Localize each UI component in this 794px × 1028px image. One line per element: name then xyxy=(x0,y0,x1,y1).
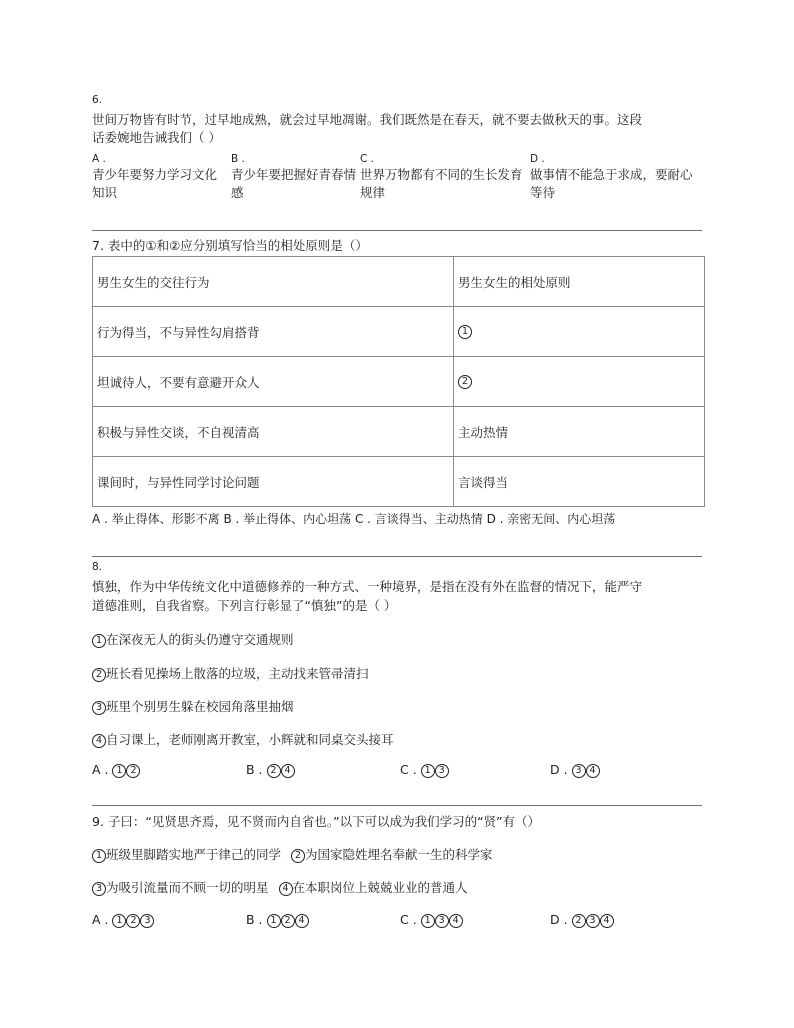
option-label: A . xyxy=(92,153,106,165)
table-cell: 男生女生的相处原则 xyxy=(454,257,705,307)
table-cell: 坦诚待人，不要有意避开众人 xyxy=(93,357,454,407)
circled-number: 4 xyxy=(92,734,106,748)
option-label: B . xyxy=(246,762,263,777)
circled-number: 1 xyxy=(112,914,126,928)
option-label: C . xyxy=(400,912,417,927)
option-label: C . xyxy=(360,153,375,165)
table-cell xyxy=(454,307,705,357)
q9-items-row-2 xyxy=(92,878,468,896)
circled-number: 3 xyxy=(140,914,154,928)
circled-number: 2 xyxy=(92,668,106,682)
q8-option-a[interactable] xyxy=(92,762,140,778)
circled-number: 3 xyxy=(92,701,106,715)
circled-number: 2 xyxy=(291,849,305,863)
table-cell xyxy=(454,357,705,407)
option-text: 青少年要努力学习文化知识 xyxy=(92,167,218,200)
circled-number: 1 xyxy=(421,914,435,928)
table-cell: 言谈得当 xyxy=(454,457,705,507)
circled-number: 4 xyxy=(295,914,309,928)
circled-number: 4 xyxy=(586,764,600,778)
table-row xyxy=(93,307,705,357)
circled-number: 4 xyxy=(281,764,295,778)
option-label: B . xyxy=(246,912,263,927)
item-text: 自习课上，老师刚离开教室，小辉就和同桌交头接耳 xyxy=(106,732,394,747)
q8-number: 8. xyxy=(92,561,103,573)
option-label: D . xyxy=(530,153,545,165)
q7-stem: 7. 表中的①和②应分别填写恰当的相处原则是（） xyxy=(92,238,368,253)
circled-number: 2 xyxy=(281,914,295,928)
table-cell: 课间时，与异性同学讨论问题 xyxy=(93,457,454,507)
divider xyxy=(92,805,702,806)
table-cell: 积极与异性交谈，不自视清高 xyxy=(93,407,454,457)
item-text: 在本职岗位上兢兢业业的普通人 xyxy=(292,880,468,895)
option-label: B . xyxy=(231,153,245,165)
option-text: 青少年要把握好青春情感 xyxy=(231,167,357,200)
item-text: 班长看见操场上散落的垃圾，主动找来管帚清扫 xyxy=(106,666,369,681)
circled-number: 3 xyxy=(435,914,449,928)
table-row xyxy=(93,407,705,457)
q6-number: 6. xyxy=(92,94,103,106)
circled-number: 1 xyxy=(92,634,106,648)
circled-number: 2 xyxy=(267,764,281,778)
q6-stem-line2: 话委婉地告诫我们（ ） xyxy=(92,130,221,145)
q6-option-a[interactable] xyxy=(92,152,222,202)
q8-stem-line2: 道德准则，自我省察。下列言行彰显了“慎独”的是（ ） xyxy=(92,598,397,613)
item-text: 班级里脚踏实地严于律己的同学 xyxy=(106,847,282,862)
circled-number: 3 xyxy=(92,882,106,896)
option-label: A . xyxy=(92,762,109,777)
circled-number: 1 xyxy=(421,764,435,778)
circled-number: 2 xyxy=(458,375,472,389)
table-row xyxy=(93,457,705,507)
q8-item-4 xyxy=(92,730,394,748)
circled-number: 1 xyxy=(112,764,126,778)
circled-number: 2 xyxy=(572,914,586,928)
option-label: D . xyxy=(550,762,568,777)
option-label: D . xyxy=(550,912,568,927)
item-text: 为国家隐姓埋名奉献一生的科学家 xyxy=(305,847,493,862)
table-row xyxy=(93,357,705,407)
q6-stem-line1: 世间万物皆有时节，过早地成熟，就会过早地凋谢。我们既然是在春天，就不要去做秋天的事。这段 xyxy=(92,112,643,127)
circled-number: 1 xyxy=(92,849,106,863)
q7-options[interactable]: A . 举止得体、形影不离 B . 举止得体、内心坦荡 C . 言谈得当、主动热情 D . 亲密无间、内心坦荡 xyxy=(92,512,616,526)
item-text: 为吸引流量而不顾一切的明星 xyxy=(106,880,269,895)
circled-number: 4 xyxy=(279,882,293,896)
circled-number: 2 xyxy=(126,764,140,778)
q8-item-3 xyxy=(92,697,294,715)
q8-item-2 xyxy=(92,664,369,682)
q9-items-row-1 xyxy=(92,845,493,863)
q9-stem: 9. 子曰：“见贤思齐焉，见不贤而内自省也。”以下可以成为我们学习的“贤”有（） xyxy=(92,814,541,829)
option-text: 做事情不能急于求成，要耐心等待 xyxy=(530,167,693,200)
q6-option-b[interactable] xyxy=(231,152,357,202)
circled-number: 2 xyxy=(126,914,140,928)
divider xyxy=(92,556,702,557)
circled-number: 3 xyxy=(435,764,449,778)
q8-stem-line1: 慎独，作为中华传统文化中道德修养的一种方式、一种境界，是指在没有外在监督的情况下，能严守 xyxy=(92,579,643,594)
option-text: 世界万物都有不同的生长发育规律 xyxy=(360,167,523,200)
q9-option-d[interactable] xyxy=(550,912,614,928)
q9-option-a[interactable] xyxy=(92,912,154,928)
q9-option-b[interactable] xyxy=(246,912,309,928)
option-label: A . xyxy=(92,912,109,927)
table-cell: 主动热情 xyxy=(454,407,705,457)
circled-number: 3 xyxy=(586,914,600,928)
item-text: 在深夜无人的街头仍遵守交通规则 xyxy=(106,632,294,647)
table-row xyxy=(93,257,705,307)
table-cell: 行为得当，不与异性勾肩搭背 xyxy=(93,307,454,357)
circled-number: 1 xyxy=(267,914,281,928)
item-text: 班里个别男生躲在校园角落里抽烟 xyxy=(106,699,294,714)
q6-option-d[interactable] xyxy=(530,152,702,202)
circled-number: 4 xyxy=(449,914,463,928)
q9-option-c[interactable] xyxy=(400,912,463,928)
q8-option-d[interactable] xyxy=(550,762,600,778)
circled-number: 3 xyxy=(572,764,586,778)
circled-number: 4 xyxy=(600,914,614,928)
q8-option-b[interactable] xyxy=(246,762,295,778)
table-cell: 男生女生的交往行为 xyxy=(93,257,454,307)
q8-item-1 xyxy=(92,630,294,648)
option-label: C . xyxy=(400,762,417,777)
circled-number: 1 xyxy=(458,325,472,339)
q6-option-c[interactable] xyxy=(360,152,528,202)
q8-option-c[interactable] xyxy=(400,762,449,778)
divider xyxy=(92,230,702,231)
q7-table xyxy=(92,256,705,507)
